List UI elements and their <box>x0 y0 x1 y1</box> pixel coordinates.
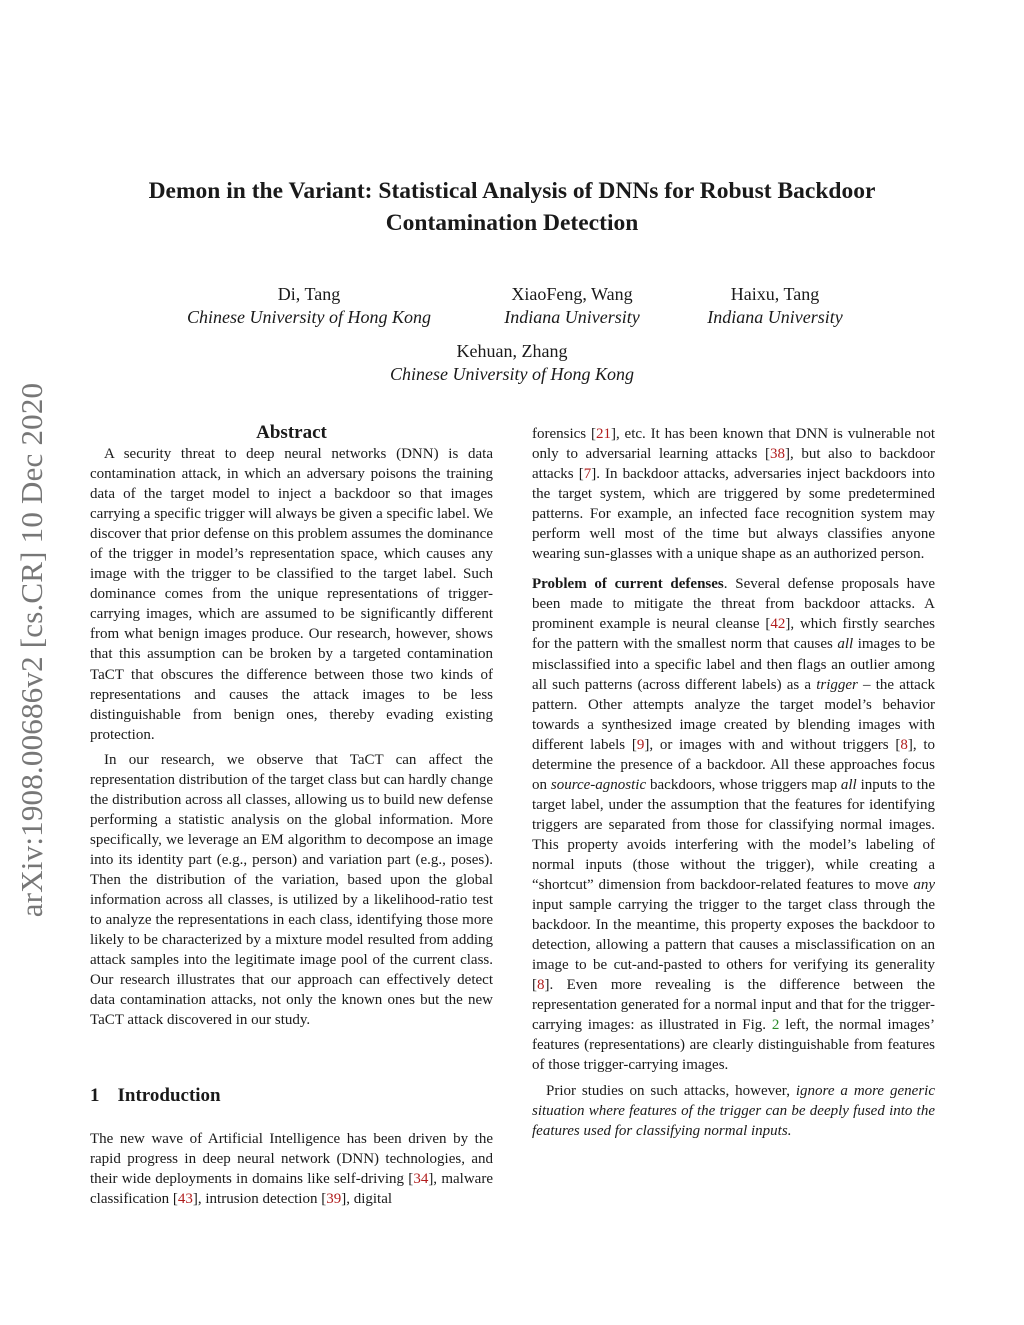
section-heading-introduction <box>90 1085 493 1107</box>
abstract-paragraph-2: In our research, we observe that TaCT can affect the representation distribution of the target class but can hardly change the distribution across all classes, allowing us to build new defense performing a statistic analysis on the global information. More specifically, we leverage an EM algorithm to decompose an image into its identity part (e.g., person) and variation part (e.g., poses). Then the distribution of the variation, based upon the global information across all classes, is utilized by a likelihood-ratio test to analyze the representations in each class, identifying those more likely to be characterized by a mixture model resulted from adding attack samples into the legitimate image pool of the current class. Our research illustrates that our approach can effectively detect data contamination attacks, not only the known ones but the new TaCT attack discovered in our study. <box>90 751 493 1029</box>
figure-link[interactable]: 2 <box>771 1017 780 1034</box>
author-name: Di, Tang <box>277 284 341 304</box>
author-block-1 <box>159 283 459 329</box>
right-column <box>532 424 935 1141</box>
intro-body <box>90 1129 493 1209</box>
section-title: Introduction <box>117 1085 221 1106</box>
arxiv-id-text: arXiv:1908.00686v2 [cs.CR] 10 Dec 2020 <box>14 382 49 918</box>
problem-paragraph: Problem of current defenses. Several defense proposals have been made to mitigate the threat from backdoor attacks. A prominent example is neural cleanse [42], which firstly searches for the pattern with the smallest norm that causes all images to be misclassified into a specific label and then flags an outlier among all such patterns (across different labels) as a trigger – the attack pattern. Other attempts analyze the target model’s behavior towards a synthesized image created by blending images with different labels [9], or images with and without triggers [8], to determine the presence of a backdoor. All these approaches focus on source-agnostic backdoors, whose triggers map all inputs to the target label, under the assumption that the features for identifying triggers are separated from those for classifying normal images. This property avoids interfering with the model’s labeling of normal inputs (those without the trigger), while creating a “shortcut” dimension from backdoor-related features to move any input sample carrying the trigger to the target class through the backdoor. In the meantime, this property exposes the backdoor to detection, allowing a pattern that causes a misclassification on an image to be cut-and-pasted to others for verifying its generality [8]. Even more revealing is the difference between the representation generated for a normal input and that for the trigger-carrying images: as illustrated in Fig. 2 left, the normal images’ features (representations) are clearly distinguishable from features of those trigger-carrying images. <box>532 576 935 1074</box>
citation-link[interactable]: 7 <box>583 466 592 483</box>
author-affiliation: Indiana University <box>707 307 843 327</box>
arxiv-sidebar-id <box>4 350 60 950</box>
author-name: Haixu, Tang <box>730 284 820 304</box>
author-block-3 <box>680 283 870 329</box>
citation-link[interactable]: 43 <box>177 1191 193 1208</box>
citation-link[interactable]: 8 <box>900 736 908 753</box>
abstract-heading: Abstract <box>256 422 327 443</box>
title-line-2: Contamination Detection <box>385 210 639 236</box>
citation-link[interactable]: 42 <box>770 616 786 633</box>
prior-studies-paragraph: Prior studies on such attacks, however, ignore a more generic situation where features of the trigger can be deeply fused into the features used for classifying normal inputs. <box>532 1082 935 1139</box>
author-affiliation: Chinese University of Hong Kong <box>390 364 634 384</box>
abstract-body <box>90 444 493 1030</box>
author-affiliation: Indiana University <box>504 307 640 327</box>
citation-link[interactable]: 34 <box>413 1171 429 1188</box>
left-column <box>90 422 493 1030</box>
citation-link[interactable]: 39 <box>326 1191 342 1208</box>
abstract-paragraph-1: A security threat to deep neural networks (DNN) is data contamination attack, in which an adversary poisons the training data of the target model to inject a backdoor so that images carrying a specific trigger will always be given a specific label. We discover that prior defense on this problem assumes the dominance of the trigger in model’s representation space, which causes any image with the trigger to be classified to the target label. Such dominance comes from the unique representations of trigger-carrying images, which are assumed to be significantly different from what benign images produce. Our research, however, shows that this assumption can be broken by a targeted contamination TaCT that obscures the difference between those two kinds of representations and causes the attack images to be less distinguishable from benign ones, thereby evading existing protection. <box>90 446 493 743</box>
citation-link[interactable]: 8 <box>537 977 545 994</box>
author-block-2 <box>472 283 672 329</box>
paragraph-heading: Problem of current defenses <box>532 576 724 593</box>
author-block-4 <box>312 340 712 386</box>
paper-title <box>0 175 1024 239</box>
citation-link[interactable]: 21 <box>595 426 611 442</box>
author-name: XiaoFeng, Wang <box>511 284 633 304</box>
author-affiliation: Chinese University of Hong Kong <box>187 307 431 327</box>
title-line-1: Demon in the Variant: Statistical Analysis of DNNs for Robust Backdoor <box>148 178 876 204</box>
intro-paragraph-2: forensics [21], etc. It has been known that DNN is vulnerable not only to adversarial learning attacks [38], but also to backdoor attacks [7]. In backdoor attacks, adversaries inject backdoors into the target system, which are triggered by some predetermined patterns. For example, an infected face recognition system may perform well most of the time but always classifies anyone wearing sun-glasses with a unique shape as an authorized person. <box>532 426 936 563</box>
citation-link[interactable]: 38 <box>769 446 785 463</box>
intro-paragraph-1: The new wave of Artificial Intelligence has been driven by the rapid progress in deep neural network (DNN) technologies, and their wide deployments in domains like self-driving [34], malware classification [43], intrusion detection [39], digital <box>90 1131 493 1208</box>
author-name: Kehuan, Zhang <box>456 341 568 361</box>
section-number: 1 <box>90 1085 100 1106</box>
citation-link[interactable]: 9 <box>636 736 645 753</box>
